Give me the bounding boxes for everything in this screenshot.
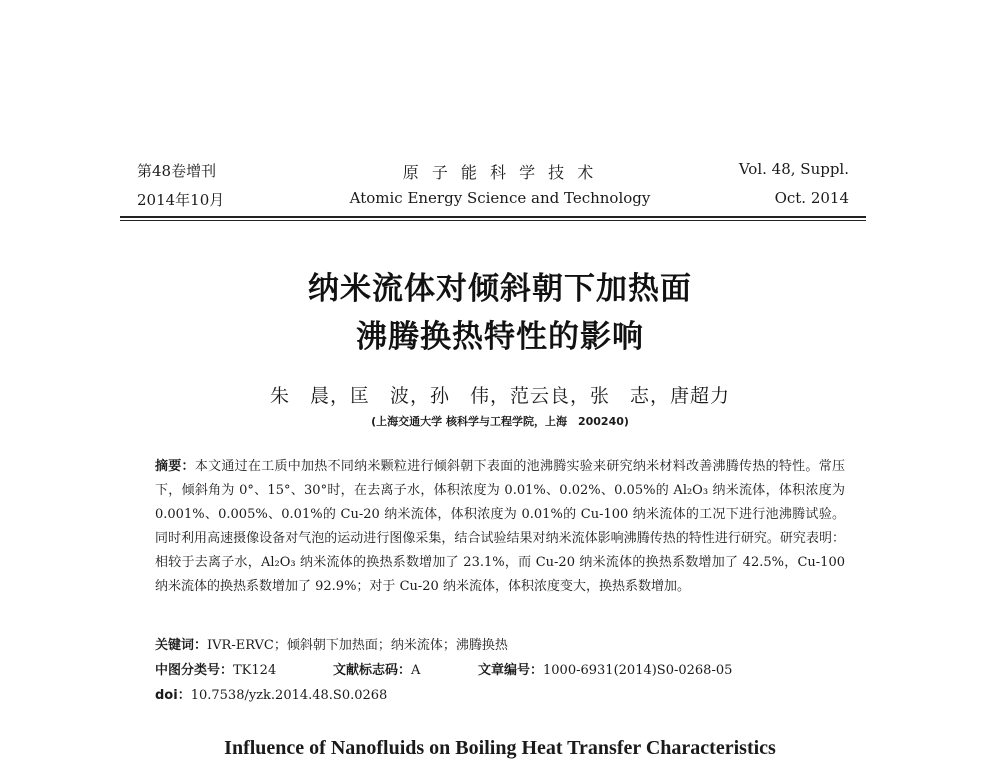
english-title: Influence of Nanofluids on Boiling Heat Transfer Characteristics [224,737,776,759]
journal-name-en: Atomic Energy Science and Technology [349,189,651,207]
doc-label: 文献标志码： [333,663,412,678]
volume-cn: 第48卷增刊 [137,162,217,180]
keywords-text: IVR-ERVC；倾斜朝下加热面；纳米流体；沸腾换热 [207,638,508,653]
article-number [478,659,732,678]
clc-value: TK124 [233,663,277,678]
header-rule-thick [120,216,866,218]
doc-value: A [411,663,421,678]
title-line-2: 沸腾换热特性的影响 [356,319,644,355]
date-en: Oct. 2014 [774,189,849,207]
doi-value: 10.7538/yzk.2014.48.S0.0268 [190,688,388,703]
doi-label: doi： [155,688,191,703]
abstract-label: 摘要： [155,459,195,474]
keywords [155,634,508,653]
keywords-label: 关键词： [155,638,208,653]
date-cn: 2014年10月 [137,191,225,209]
title-line-1: 纳米流体对倾斜朝下加热面 [308,271,692,307]
journal-name-cn: 原 子 能 科 学 技 术 [402,163,598,182]
document-code [333,659,420,678]
doi [155,684,387,703]
affiliation: (上海交通大学 核科学与工程学院，上海 200240) [371,415,629,428]
header-rule-thin [120,220,866,221]
article-label: 文章编号： [478,663,544,678]
clc-label: 中图分类号： [155,663,234,678]
abstract [155,455,845,599]
clc-number [155,659,276,678]
article-value: 1000-6931(2014)S0-0268-05 [543,663,733,678]
volume-en: Vol. 48, Suppl. [738,160,849,178]
abstract-text: 本文通过在工质中加热不同纳米颗粒进行倾斜朝下表面的池沸腾实验来研究纳米材料改善沸腾传热的特性。常压下，倾斜角为 0°、15°、30°时，在去离子水，体积浓度为 0.01%、0.02%、0.05%的 Al₂O₃ 纳米流体，体积浓度为 0.001%、0.005%、0.01%的 Cu-20 纳米流体，体积浓度为 0.01%的 Cu-100 纳米流体的工况下进行池沸腾试验。同时利用高速摄像设备对气泡的运动进行图像采集，结合试验结果对纳米流体影响沸腾传热的特性进行研究。研究表明：相较于去离子水，Al₂O₃ 纳米流体的换热系数增加了 23.1%，而 Cu-20 纳米流体的换热系数增加了 42.5%，Cu-100 纳米流体的换热系数增加了 92.9%；对于 Cu-20 纳米流体，体积浓度变大，换热系数增加。 [155,459,845,594]
authors: 朱 晨，匡 波，孙 伟，范云良，张 志，唐超力 [269,385,730,407]
